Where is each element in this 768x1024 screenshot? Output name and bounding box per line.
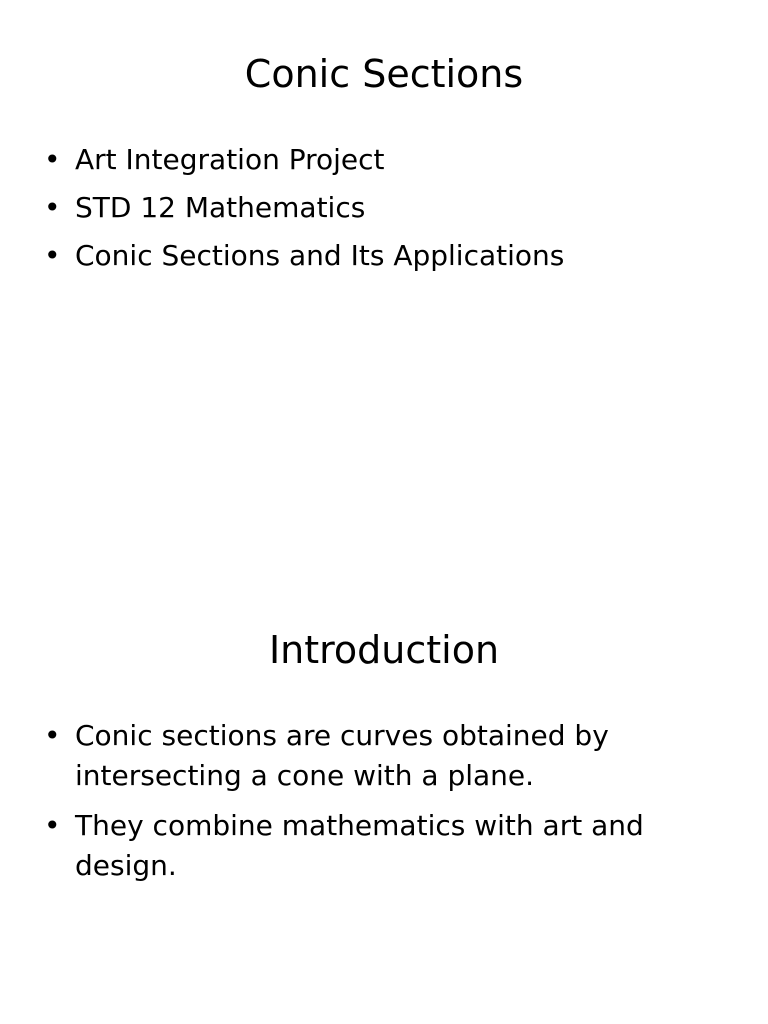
bullet-item: [40, 806, 680, 886]
bullet-text: Conic Sections and Its Applications: [75, 239, 565, 272]
bullet-item: [40, 188, 680, 228]
bullet-text: They combine mathematics with art and design.: [75, 809, 644, 882]
bullet-text: Art Integration Project: [75, 143, 385, 176]
bullet-icon: •: [44, 239, 61, 272]
bullet-item: [40, 716, 680, 796]
bullet-text: STD 12 Mathematics: [75, 191, 366, 224]
bullet-icon: •: [44, 191, 61, 224]
bullet-list: [40, 716, 680, 896]
bullet-icon: •: [44, 143, 61, 176]
bullet-icon: •: [44, 719, 61, 752]
slide-title: Conic Sections: [244, 52, 524, 96]
bullet-item: [40, 140, 680, 180]
slide-introduction: [0, 576, 768, 1024]
bullet-list: [40, 140, 680, 284]
slide-title: Introduction: [268, 628, 500, 672]
bullet-item: [40, 236, 680, 276]
bullet-text: Conic sections are curves obtained by intersecting a cone with a plane.: [75, 719, 609, 792]
bullet-icon: •: [44, 809, 61, 842]
